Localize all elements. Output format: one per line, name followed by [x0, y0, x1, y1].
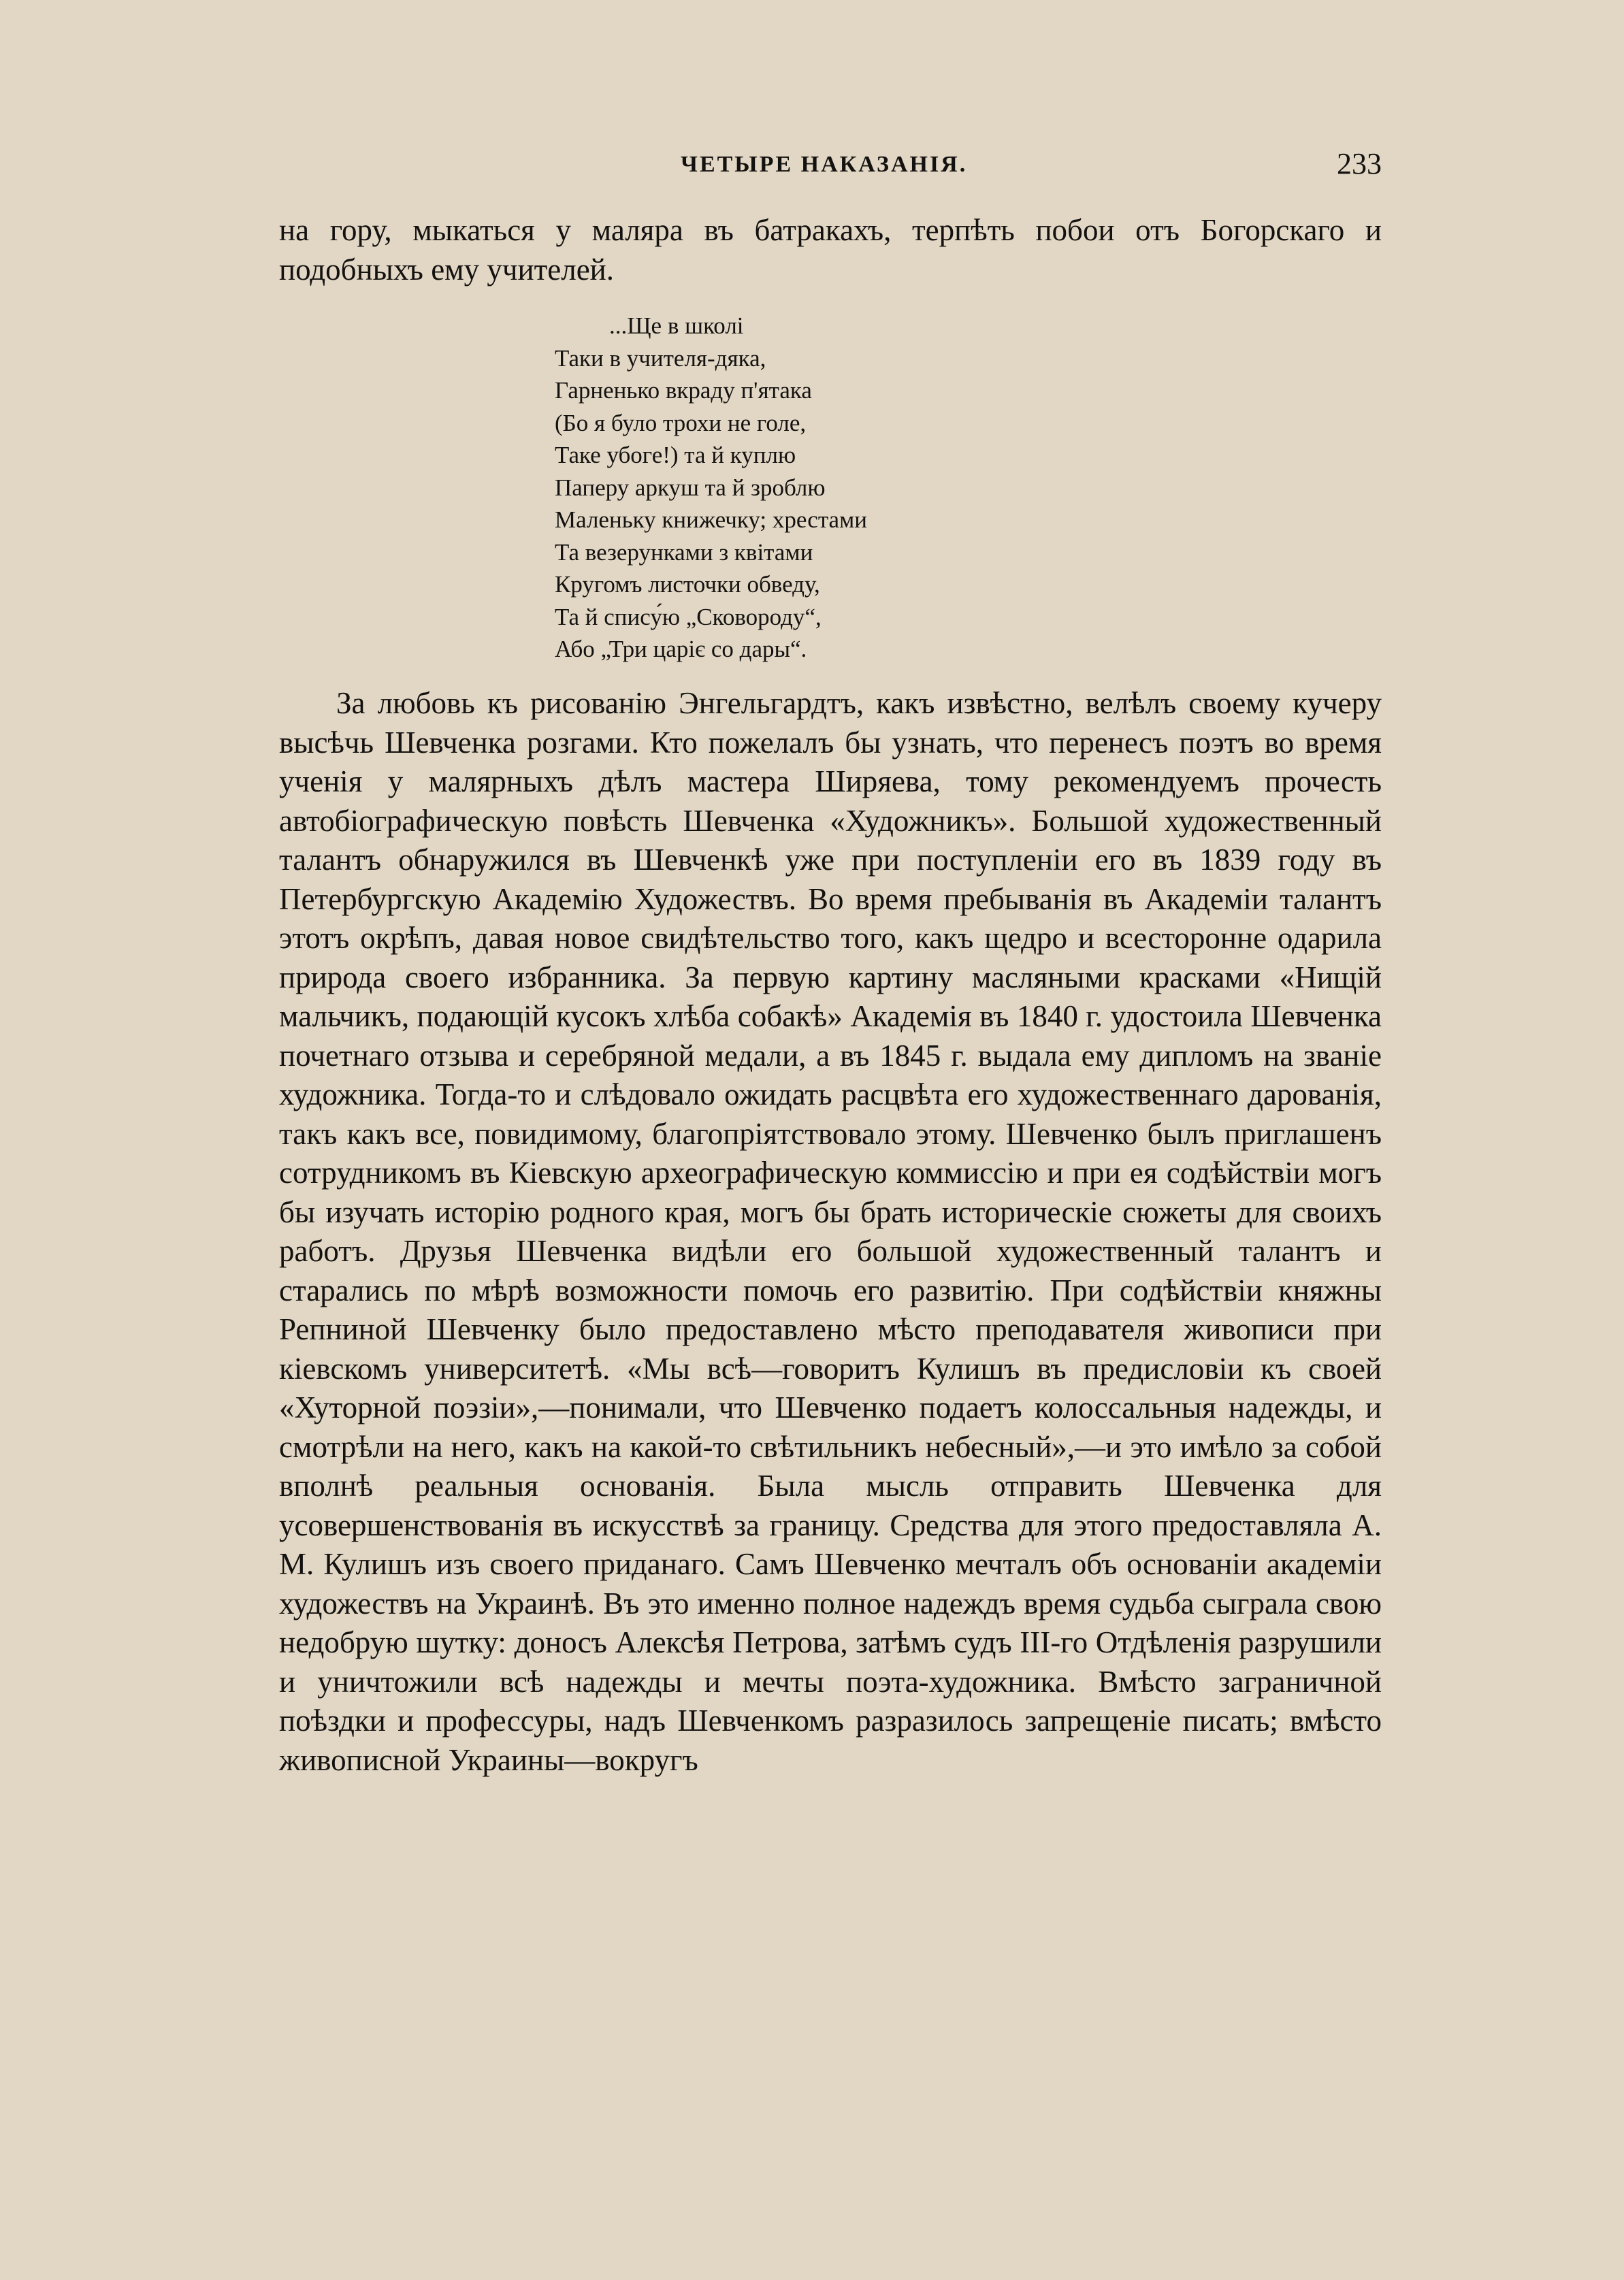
verse-line: Кругомъ листочки обведу,: [555, 571, 820, 598]
main-paragraph: За любовь къ рисованію Энгельгардтъ, какъ извѣстно, велѣлъ своему кучеру высѣчь Шевченка розгами. Кто пожелалъ бы узнать, что перенесъ поэтъ во время ученія у малярныхъ дѣлъ мастера Ширяева, тому рекомендуемъ прочесть автобіографическую повѣсть Шевченка «Художникъ». Большой художественный талантъ обнаружился въ Шевченкѣ уже при поступленіи его въ 1839 году въ Петербургскую Академію Художествъ. Во время пребыванія въ Академіи талантъ этотъ окрѣпъ, давая новое свидѣтельство того, какъ щедро и всесторонне одарила природа своего избранника. За первую картину масляными красками «Нищій мальчикъ, подающій кусокъ хлѣба собакѣ» Академія въ 1840 г. удостоила Шевченка почетнаго отзыва и серебряной медали, а въ 1845 г. выдала ему дипломъ на званіе художника. Тогда-то и слѣдовало ожидать расцвѣта его художественнаго дарованія, такъ какъ все, повидимому, благопріятствовало этому. Шевченко былъ приглашенъ сотрудникомъ въ Кіевскую археографическую коммиссію и при ея содѣйствіи могъ бы изучать исторію родного края, могъ бы брать историческіе сюжеты для своихъ работъ. Друзья Шевченка видѣли его большой художественный талантъ и старались по мѣрѣ возможности помочь его развитію. При содѣйствіи княжны Репниной Шевченку было предоставлено мѣсто преподавателя живописи при кіевскомъ университетѣ. «Мы всѣ—говоритъ Кулишъ въ предисловіи къ своей «Хуторной поэзіи»,—понимали, что Шевченко подаетъ колоссальныя надежды, и смотрѣли на него, какъ на какой-то свѣтильникъ небесный»,—и это имѣло за собой вполнѣ реальныя основанія. Была мысль отправить Шевченка для усовершенствованія въ искусствѣ за границу. Средства для этого предоставляла А. М. Кулишъ изъ своего приданаго. Самъ Шевченко мечталъ объ основаніи академіи художествъ на Украинѣ. Въ это именно полное надеждъ время судьба сыграла свою недобрую шутку: доносъ Алексѣя Петрова, затѣмъ судъ III-го Отдѣленія разрушили и уничтожили всѣ надежды и мечты поэта-художника. Вмѣсто заграничной поѣздки и профессуры, надъ Шевченкомъ разразилось запрещеніе писать; вмѣсто живописной Украины—вокругъ: [279, 686, 1382, 1777]
opening-paragraph: на гору, мыкаться у маляра въ батракахъ, терпѣть побои отъ Богорскаго и подобныхъ ему учителей.: [279, 213, 1382, 287]
verse-line: Маленьку книжечку; хрестами: [555, 506, 867, 533]
running-title: ЧЕТЫРЕ НАКАЗАНІЯ.: [681, 152, 968, 177]
verse-line: ...Ще в школі: [609, 312, 744, 339]
verse-line: (Бо я було трохи не голе,: [555, 409, 807, 436]
verse-line: Та везерунками з квітами: [555, 538, 813, 566]
verse-line: Або „Три царіє со дары“.: [555, 636, 807, 662]
running-head: [279, 146, 1382, 187]
verse-line: Паперу аркуш та й зроблю: [555, 474, 826, 501]
verse-line: Таки в учителя-дяка,: [555, 344, 766, 372]
verse-line: Таке убоге!) та й куплю: [555, 442, 796, 468]
opening-paragraph-block: [279, 211, 1382, 289]
page-number: 233: [1337, 147, 1382, 180]
verse-line: Та й спису́ю „Сковороду“,: [555, 603, 822, 630]
main-paragraph-block: [279, 684, 1382, 1780]
verse-quotation: [555, 310, 1167, 666]
verse-line: Гарненько вкраду п'ятака: [555, 377, 812, 404]
